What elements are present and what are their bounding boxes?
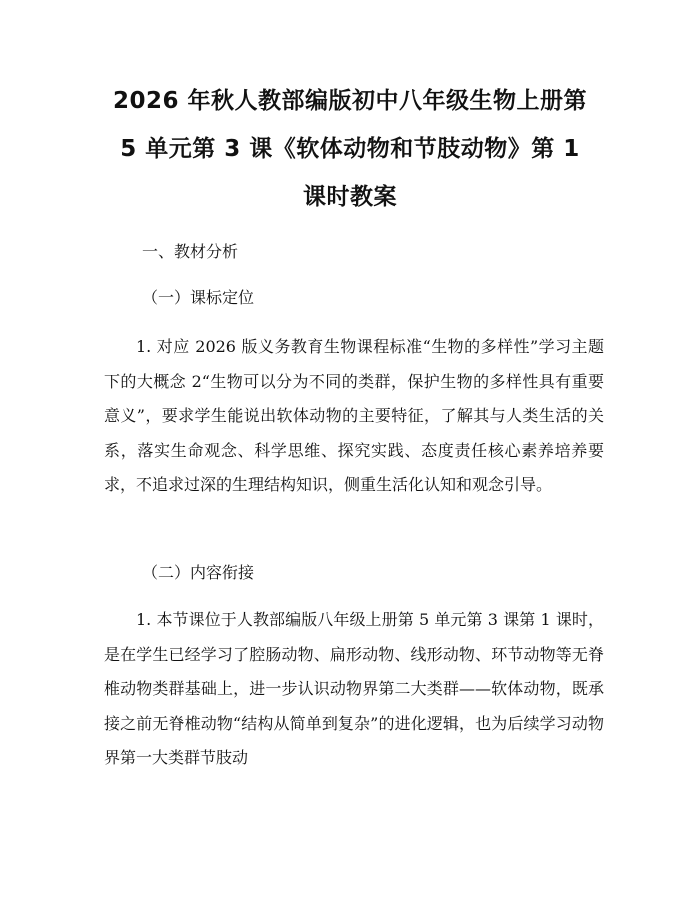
paragraph-curriculum-positioning: 1. 对应 2026 版义务教育生物课程标准“生物的多样性”学习主题下的大概念 2“生物可以分为不同的类群，保护生物的多样性具有重要意义”，要求学生能说出软体动物的主要特征，了解其与人类生活的关系，落实生命观念、科学思维、探究实践、态度责任核心素养培养要求，不追求过深的生理结构知识，侧重生活化认知和观念引导。 [104, 337, 604, 494]
subsection-heading-curriculum-positioning: （一）课标定位 [142, 288, 255, 307]
section-heading-textbook-analysis: 一、教材分析 [142, 242, 239, 261]
document-title-line-3: 课时教案 [303, 184, 397, 210]
paragraph-content-connection: 1. 本节课位于人教部编版八年级上册第 5 单元第 3 课第 1 课时，是在学生已经学习了腔肠动物、扁形动物、线形动物、环节动物等无脊椎动物类群基础上，进一步认识动物界第二大类群——软体动物，既承接之前无脊椎动物“结构从简单到复杂”的进化逻辑，也为后续学习动物界第一大类群节肢动 [104, 610, 604, 767]
document-title-line-1: 2026 年秋人教部编版初中八年级生物上册第 [112, 88, 588, 114]
document-title-line-2: 5 单元第 3 课《软体动物和节肢动物》第 1 [120, 136, 580, 162]
subsection-heading-content-connection: （二）内容衔接 [142, 563, 255, 582]
